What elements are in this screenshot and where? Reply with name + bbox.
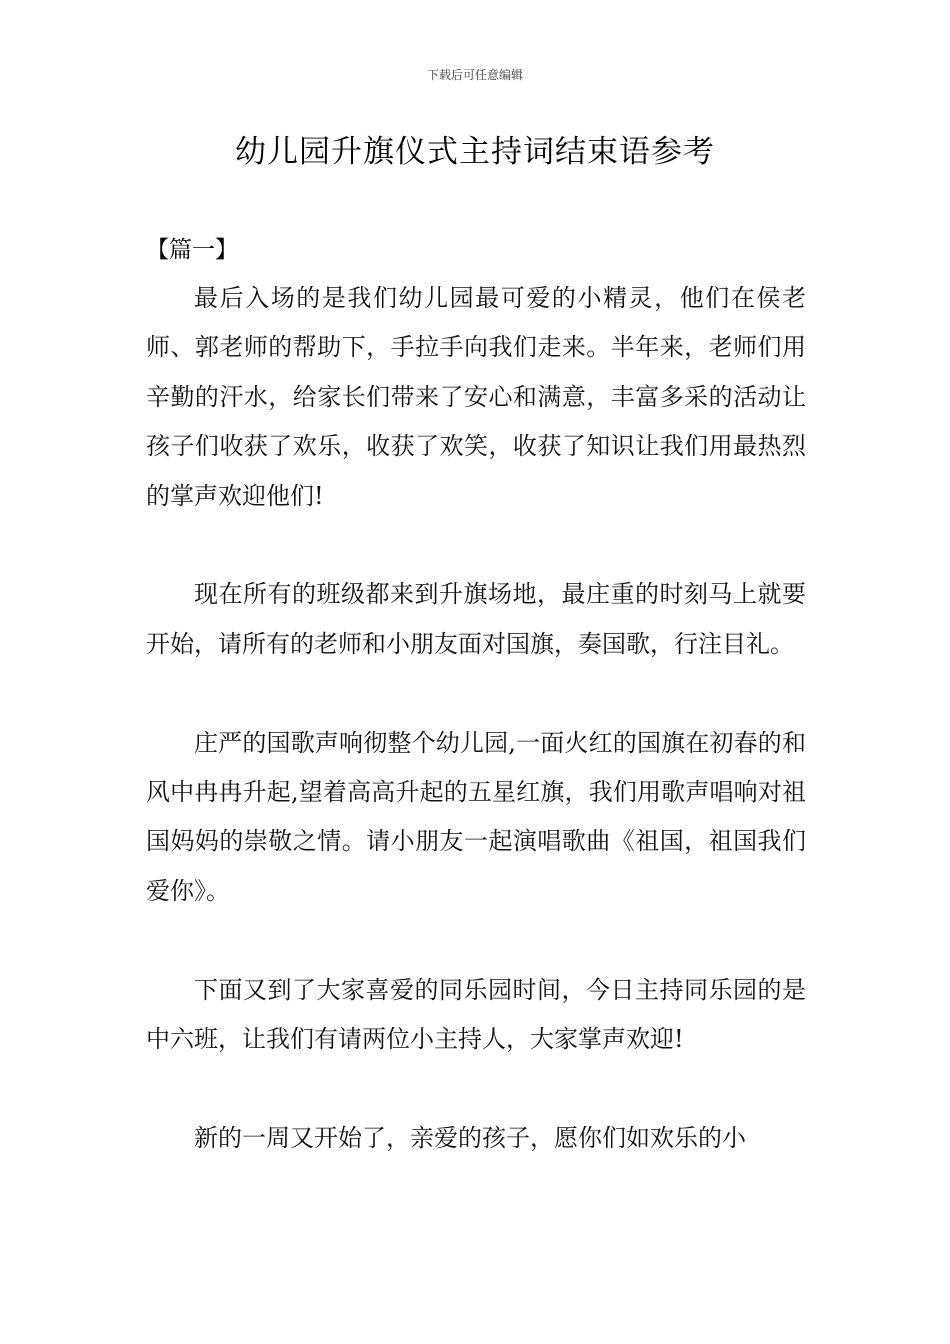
paragraph-spacer [146,1064,806,1113]
paragraph-2: 现在所有的班级都来到升旗场地，最庄重的时刻马上就要开始，请所有的老师和小朋友面对国旗，奏国歌，行注目礼。 [146,580,806,658]
paragraph-1: 最后入场的是我们幼儿园最可爱的小精灵，他们在侯老师、郭老师的帮助下，手拉手向我们走来。半年来，老师们用辛勤的汗水，给家长们带来了安心和满意，丰富多采的活动让孩子们收获了欢乐，收获了欢笑，收获了知识让我们用最热烈的掌声欢迎他们! [146,284,806,510]
section-label: 【篇一】 [146,237,238,263]
paragraph-spacer [146,669,806,718]
paragraph-5: 新的一周又开始了，亲爱的孩子，愿你们如欢乐的小 [194,1123,746,1152]
paragraph-3: 庄严的国歌声响彻整个幼儿园,一面火红的国旗在初春的和风中冉冉升起,望着高高升起的五星红旗，我们用歌声唱响对祖国妈妈的崇敬之情。请小朋友一起演唱歌曲《祖国，祖国我们爱你》。 [146,728,806,905]
document-body [146,274,806,1163]
paragraph-spacer [146,916,806,965]
header-note: 下载后可任意编辑 [426,68,523,82]
paragraph-4: 下面又到了大家喜爱的同乐园时间，今日主持同乐园的是中六班，让我们有请两位小主持人，大家掌声欢迎! [146,975,806,1054]
paragraph-spacer [146,521,806,570]
document-title: 幼儿园升旗仪式主持词结束语参考 [235,134,715,170]
